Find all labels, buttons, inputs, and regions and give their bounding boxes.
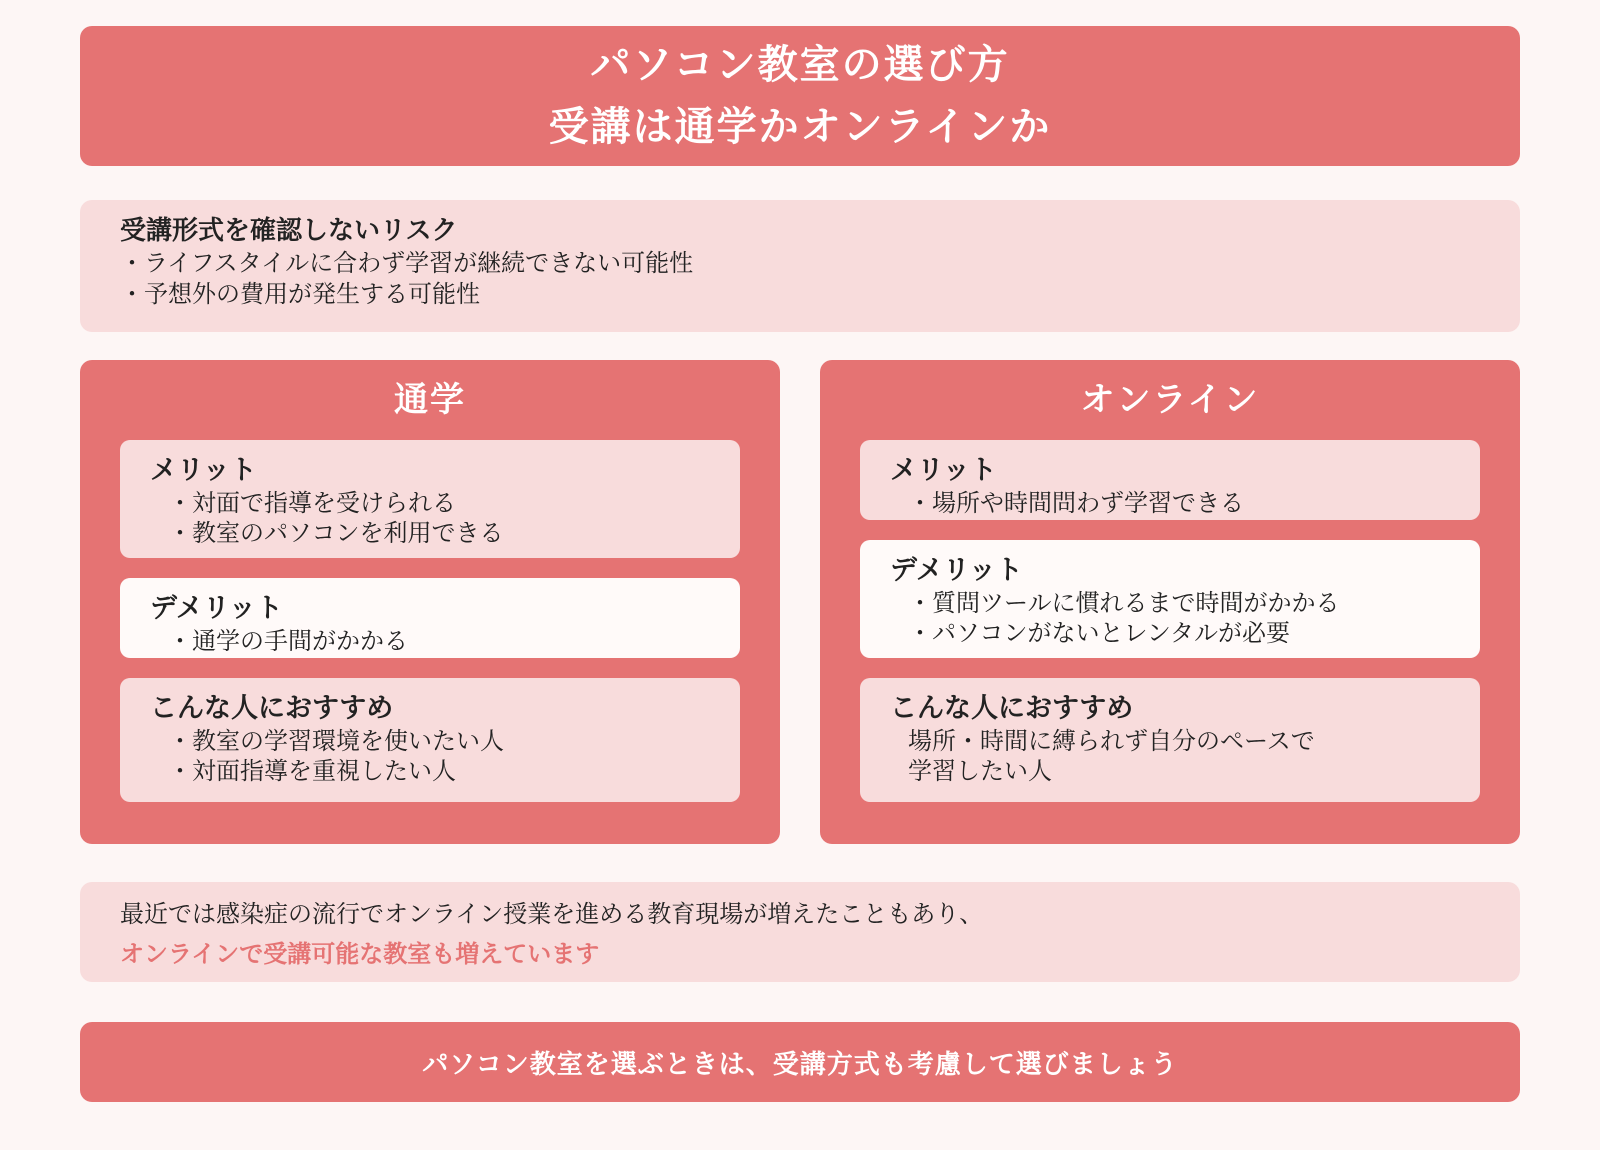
page-title-line2: 受講は通学かオンラインか <box>548 104 1052 150</box>
conclusion-text: パソコン教室を選ぶときは、受講方式も考慮して選びましょう <box>422 1049 1178 1080</box>
page-title-line1: パソコン教室の選び方 <box>590 42 1010 88</box>
risk-item: ・ライフスタイルに合わず学習が継続できない可能性 <box>120 249 694 277</box>
online-panel-title: オンライン <box>1080 380 1260 420</box>
online-merit-card <box>860 440 1480 520</box>
commute-demerit-heading: デメリット <box>150 593 283 624</box>
commute-recommend-item: ・教室の学習環境を使いたい人 <box>168 727 504 755</box>
conclusion-banner <box>80 1022 1520 1102</box>
online-demerit-heading: デメリット <box>890 555 1023 586</box>
online-recommend-item: 場所・時間に縛られず自分のペースで <box>908 727 1315 755</box>
commute-recommend-card <box>120 678 740 802</box>
risk-heading: 受講形式を確認しないリスク <box>120 216 458 246</box>
online-recommend-item: 学習したい人 <box>908 757 1052 785</box>
commute-panel <box>80 360 780 844</box>
online-recommend-heading: こんな人におすすめ <box>890 693 1134 724</box>
commute-demerit-item: ・通学の手間がかかる <box>168 627 408 655</box>
online-merit-heading: メリット <box>890 455 997 486</box>
commute-merit-item: ・対面で指導を受けられる <box>168 489 456 517</box>
risk-item: ・予想外の費用が発生する可能性 <box>120 280 480 308</box>
commute-recommend-item: ・対面指導を重視したい人 <box>168 757 456 785</box>
online-demerit-item: ・パソコンがないとレンタルが必要 <box>908 619 1290 647</box>
online-merit-item: ・場所や時間問わず学習できる <box>908 489 1244 517</box>
online-recommend-card <box>860 678 1480 802</box>
online-demerit-card <box>860 540 1480 658</box>
commute-demerit-card <box>120 578 740 658</box>
note-highlight: オンラインで受講可能な教室も増えています <box>120 940 600 968</box>
note-box <box>80 882 1520 982</box>
online-panel <box>820 360 1520 844</box>
commute-panel-title: 通学 <box>394 380 466 420</box>
commute-merit-heading: メリット <box>150 455 257 486</box>
risk-box <box>80 200 1520 332</box>
commute-merit-item: ・教室のパソコンを利用できる <box>168 519 504 547</box>
title-banner <box>80 26 1520 166</box>
online-demerit-item: ・質問ツールに慣れるまで時間がかかる <box>908 589 1340 617</box>
commute-recommend-heading: こんな人におすすめ <box>150 693 394 724</box>
note-line: 最近では感染症の流行でオンライン授業を進める教育現場が増えたこともあり、 <box>120 900 984 928</box>
commute-merit-card <box>120 440 740 558</box>
